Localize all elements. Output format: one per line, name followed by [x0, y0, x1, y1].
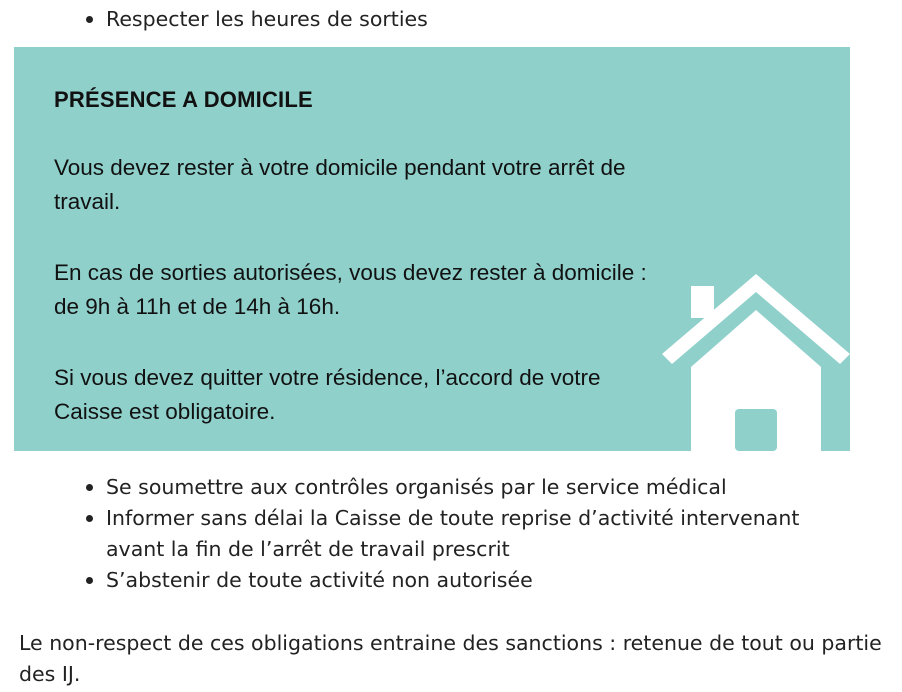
obligations-list	[0, 472, 826, 596]
sanctions-notice: Le non-respect de ces obligations entraine des sanctions : retenue de tout ou partie des IJ.	[19, 631, 882, 686]
list-item: S’abstenir de toute activité non autorisée	[0, 565, 826, 596]
home-presence-callout	[14, 47, 850, 451]
top-bullet-list	[0, 4, 428, 35]
list-item: Informer sans délai la Caisse de toute reprise d’activité intervenant avant la fin de l’arrêt de travail prescrit	[0, 503, 826, 565]
list-item: Respecter les heures de sorties	[0, 4, 428, 35]
callout-title: PRÉSENCE A DOMICILE	[54, 87, 313, 112]
list-item: Se soumettre aux contrôles organisés par le service médical	[0, 472, 826, 503]
callout-paragraph-authorized-hours: En cas de sorties autorisées, vous devez rester à domicile : de 9h à 11h et de 14h à 16h.	[54, 260, 647, 319]
house-icon	[662, 271, 850, 451]
callout-paragraph-leave-residence: Si vous devez quitter votre résidence, l’accord de votre Caisse est obligatoire.	[54, 365, 601, 424]
callout-paragraph-stay-home: Vous devez rester à votre domicile pendant votre arrêt de travail.	[54, 155, 626, 214]
